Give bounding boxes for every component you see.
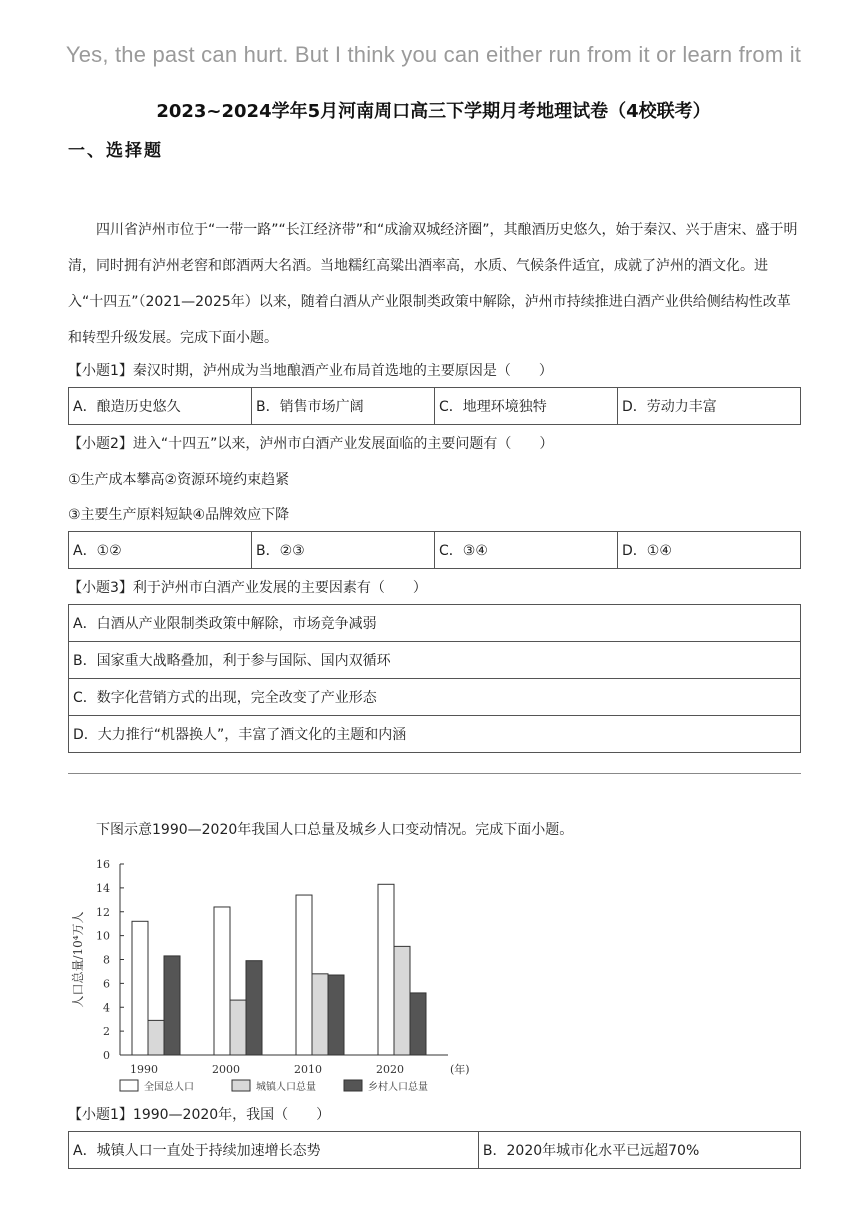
x-tick-label: 2010 bbox=[294, 1063, 322, 1076]
legend-label-2: 城镇人口总量 bbox=[256, 1082, 316, 1093]
watermark-text: Yes, the past can hurt. But I think you can either run from it or learn from it bbox=[65, 42, 802, 67]
q1-options bbox=[68, 387, 801, 425]
bar-2010-1 bbox=[296, 895, 312, 1055]
q2-options bbox=[68, 531, 801, 569]
bar-1990-3 bbox=[164, 956, 180, 1055]
bar-2020-1 bbox=[378, 884, 394, 1055]
q2-option-d[interactable]: D．①④ bbox=[618, 532, 801, 569]
q3-stem: 【小题3】利于泸州市白酒产业发展的主要因素有（ ） bbox=[68, 580, 427, 596]
section-heading: 一、选择题 bbox=[68, 141, 163, 161]
bar-2000-1 bbox=[214, 907, 230, 1055]
bar-1990-1 bbox=[132, 921, 148, 1055]
q2-option-b[interactable]: B．②③ bbox=[252, 532, 435, 569]
legend-swatch-1 bbox=[120, 1080, 138, 1091]
passage-luzhou: 四川省泸州市位于“一带一路”“长江经济带”和“成渝双城经济圈”，其酿酒历史悠久，始于秦汉、兴于唐宋、盛于明清，同时拥有泸州老窖和郎酒两大名酒。当地糯红高粱出酒率高，水质、气候条件适宜，成就了泸州的酒文化。进入“十四五”（2021—2025年）以来，随着白酒从产业限制类政策中解除，泸州市持续推进白酒产业供给侧结构性改革和转型升级发展。完成下面小题。 bbox=[68, 222, 798, 346]
x-axis-unit: (年) bbox=[450, 1063, 470, 1076]
q3-option-a[interactable]: A．白酒从产业限制类政策中解除，市场竞争减弱 bbox=[69, 605, 801, 642]
q4-option-a[interactable]: A．城镇人口一直处于持续加速增长态势 bbox=[69, 1132, 479, 1169]
passage-population: 下图示意1990—2020年我国人口总量及城乡人口变动情况。完成下面小题。 bbox=[96, 822, 574, 838]
bar-2020-3 bbox=[410, 993, 426, 1055]
y-tick-label: 2 bbox=[103, 1025, 110, 1039]
bar-2010-3 bbox=[328, 975, 344, 1055]
q3-option-b[interactable]: B．国家重大战略叠加，利于参与国际、国内双循环 bbox=[69, 642, 801, 679]
q3-option-d[interactable]: D．大力推行“机器换人”，丰富了酒文化的主题和内涵 bbox=[69, 716, 801, 753]
y-tick-label: 16 bbox=[96, 858, 110, 871]
legend-swatch-2 bbox=[232, 1080, 250, 1091]
page-title: 2023~2024学年5月河南周口高三下学期月考地理试卷（4校联考） bbox=[156, 101, 711, 122]
y-tick-label: 12 bbox=[96, 905, 110, 919]
q2-stem: 【小题2】进入“十四五”以来，泸州市白酒产业发展面临的主要问题有（ ） bbox=[68, 436, 554, 452]
legend-label-3: 乡村人口总量 bbox=[368, 1082, 428, 1093]
q4-stem: 【小题1】1990—2020年，我国（ ） bbox=[68, 1107, 331, 1123]
q4-options bbox=[68, 1131, 801, 1169]
q2-option-c[interactable]: C．③④ bbox=[435, 532, 618, 569]
section-divider bbox=[68, 773, 801, 774]
x-tick-label: 2020 bbox=[376, 1063, 404, 1076]
x-tick-label: 2000 bbox=[212, 1063, 240, 1076]
q1-option-b[interactable]: B．销售市场广阔 bbox=[252, 388, 435, 425]
y-tick-label: 14 bbox=[96, 881, 110, 895]
q1-option-c[interactable]: C．地理环境独特 bbox=[435, 388, 618, 425]
legend-label-1: 全国总人口 bbox=[144, 1082, 194, 1093]
y-tick-label: 4 bbox=[103, 1001, 110, 1015]
q3-options bbox=[68, 604, 801, 753]
y-tick-label: 6 bbox=[103, 977, 110, 991]
y-tick-label: 10 bbox=[96, 929, 110, 943]
q3-option-c[interactable]: C．数字化营销方式的出现，完全改变了产业形态 bbox=[69, 679, 801, 716]
y-tick-label: 0 bbox=[103, 1049, 110, 1062]
y-axis-label: 人口总量/10⁴万人 bbox=[71, 911, 85, 1008]
bar-1990-2 bbox=[148, 1020, 164, 1055]
bar-2000-2 bbox=[230, 1000, 246, 1055]
legend-swatch-3 bbox=[344, 1080, 362, 1091]
q2-statement-line-1: ①生产成本攀高②资源环境约束趋紧 bbox=[68, 472, 290, 488]
x-tick-label: 1990 bbox=[130, 1063, 158, 1076]
q2-statement-line-2: ③主要生产原料短缺④品牌效应下降 bbox=[68, 507, 290, 523]
q1-stem: 【小题1】秦汉时期，泸州成为当地酿酒产业布局首选地的主要原因是（ ） bbox=[68, 363, 553, 379]
q1-option-d[interactable]: D．劳动力丰富 bbox=[618, 388, 801, 425]
population-bar-chart bbox=[68, 850, 488, 1100]
bar-2000-3 bbox=[246, 961, 262, 1055]
bar-2010-2 bbox=[312, 974, 328, 1055]
q2-option-a[interactable]: A．①② bbox=[69, 532, 252, 569]
y-tick-label: 8 bbox=[103, 953, 110, 967]
q4-option-b[interactable]: B．2020年城市化水平已远超70% bbox=[478, 1132, 800, 1169]
bar-2020-2 bbox=[394, 946, 410, 1055]
q1-option-a[interactable]: A．酿造历史悠久 bbox=[69, 388, 252, 425]
